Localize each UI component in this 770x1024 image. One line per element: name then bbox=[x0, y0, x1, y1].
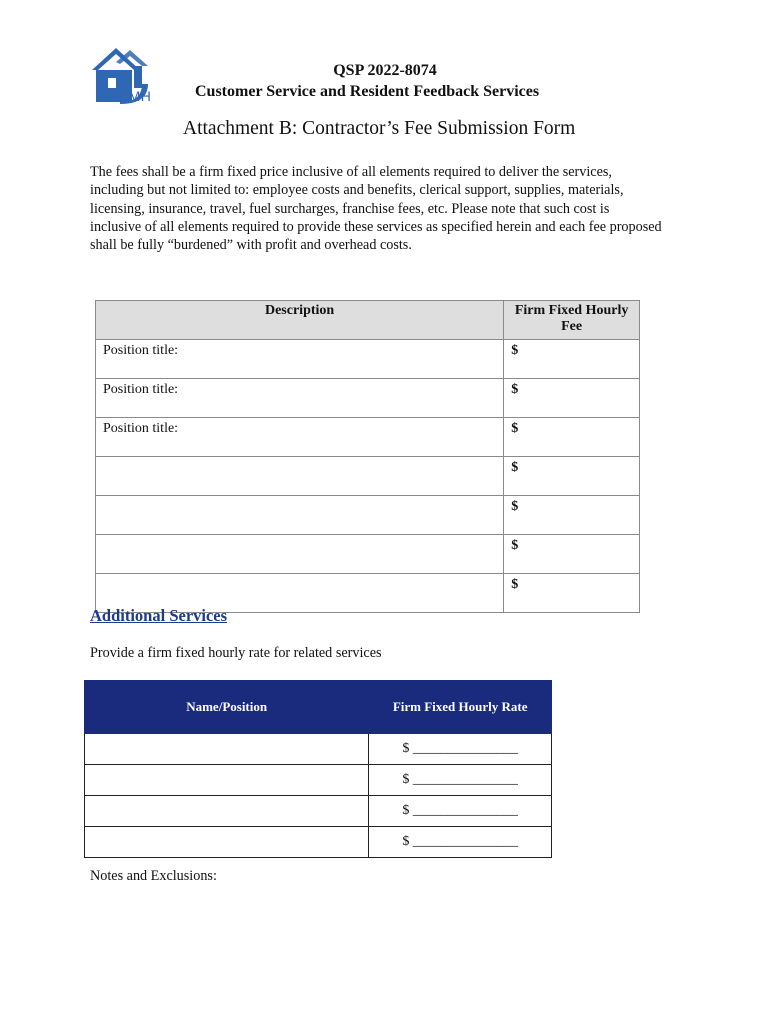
fee-cell[interactable]: $ bbox=[504, 379, 640, 418]
description-cell[interactable]: Position title: bbox=[96, 340, 504, 379]
description-cell[interactable] bbox=[96, 535, 504, 574]
table-row bbox=[96, 457, 640, 496]
notes-exclusions-label: Notes and Exclusions: bbox=[90, 868, 217, 884]
description-cell[interactable] bbox=[96, 496, 504, 535]
hourly-rate-cell[interactable]: $ _______________ bbox=[369, 796, 552, 827]
name-position-cell[interactable] bbox=[85, 734, 369, 765]
table-row bbox=[85, 765, 552, 796]
description-cell[interactable] bbox=[96, 457, 504, 496]
fee-table-header bbox=[96, 301, 640, 340]
fee-cell[interactable]: $ bbox=[504, 418, 640, 457]
table-row bbox=[85, 734, 552, 765]
additional-services-heading: Additional Services bbox=[90, 606, 228, 625]
table-row bbox=[96, 340, 640, 379]
description-cell[interactable]: Position title: bbox=[96, 418, 504, 457]
name-position-header: Name/Position bbox=[85, 681, 369, 734]
fee-table bbox=[95, 300, 640, 613]
additional-services-instruction: Provide a firm fixed hourly rate for related services bbox=[90, 645, 382, 661]
fee-cell[interactable]: $ bbox=[504, 340, 640, 379]
name-position-cell[interactable] bbox=[85, 827, 369, 858]
fee-cell[interactable]: $ bbox=[504, 574, 640, 613]
additional-services-table bbox=[84, 680, 552, 858]
description-header: Description bbox=[96, 301, 504, 340]
description-cell[interactable]: Position title: bbox=[96, 379, 504, 418]
logo-text: CMH bbox=[118, 88, 152, 104]
name-position-cell[interactable] bbox=[85, 796, 369, 827]
table-row bbox=[96, 535, 640, 574]
table-row bbox=[85, 827, 552, 858]
table-row bbox=[96, 379, 640, 418]
solicitation-number: QSP 2022-8074 bbox=[333, 62, 437, 79]
fee-cell[interactable]: $ bbox=[504, 496, 640, 535]
hourly-rate-cell[interactable]: $ _______________ bbox=[369, 734, 552, 765]
page-title: Attachment B: Contractor’s Fee Submission Form bbox=[183, 118, 576, 139]
hourly-rate-header: Firm Fixed Hourly Rate bbox=[369, 681, 552, 734]
hourly-fee-header: Firm Fixed Hourly Fee bbox=[504, 301, 640, 340]
hourly-rate-cell[interactable]: $ _______________ bbox=[369, 827, 552, 858]
hourly-rate-cell[interactable]: $ _______________ bbox=[369, 765, 552, 796]
table-row bbox=[96, 496, 640, 535]
additional-services-header bbox=[85, 681, 552, 734]
table-row bbox=[85, 796, 552, 827]
fee-cell[interactable]: $ bbox=[504, 457, 640, 496]
solicitation-title: Customer Service and Resident Feedback Services bbox=[195, 83, 540, 100]
intro-paragraph: The fees shall be a firm fixed price inclusive of all elements required to deliver the services, including but not limited to: employee costs and benefits, clerical support, supplies, materials, licensing, insurance, travel, fuel surcharges, franchise fees, etc. Please note that such cost is inclusive of all elements required to provide these services as specified herein and each fee proposed shall be fully “burdened” with profit and overhead costs. bbox=[90, 164, 662, 254]
table-row bbox=[96, 418, 640, 457]
fee-cell[interactable]: $ bbox=[504, 535, 640, 574]
name-position-cell[interactable] bbox=[85, 765, 369, 796]
